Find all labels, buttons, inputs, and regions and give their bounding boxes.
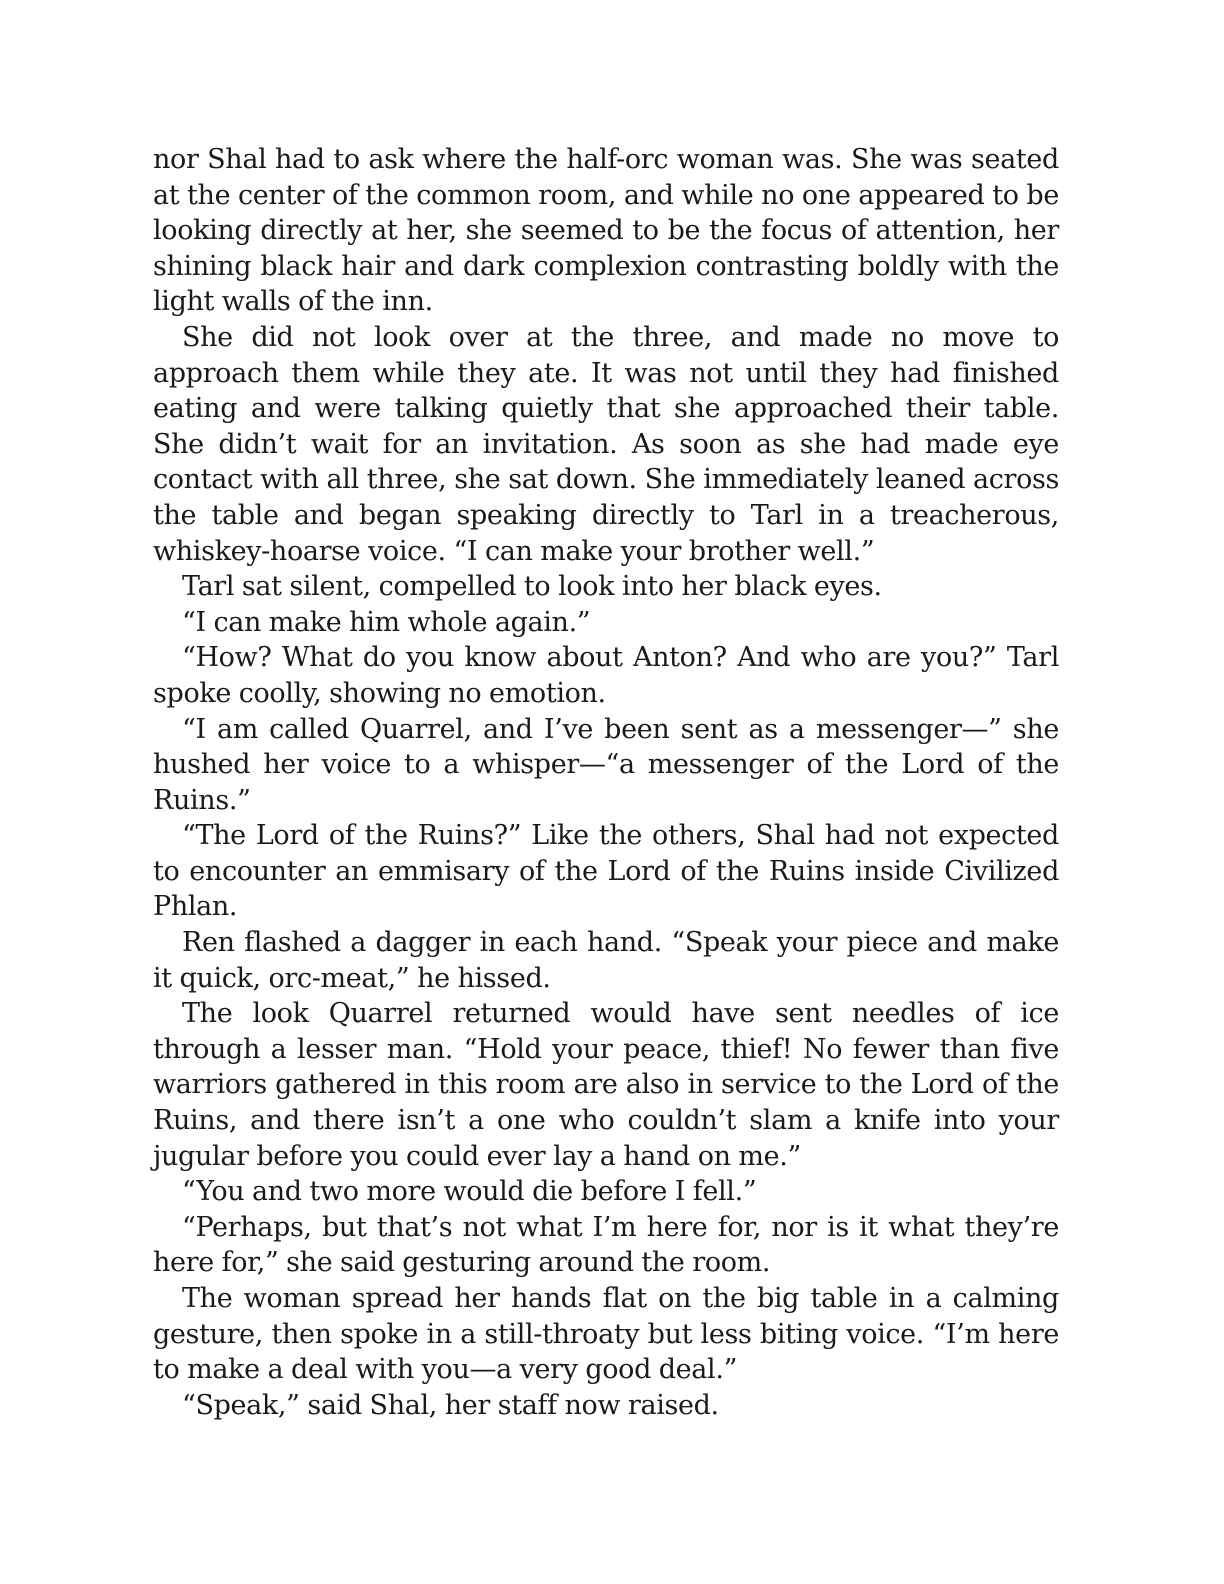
paragraph: nor Shal had to ask where the half-orc woman was. She was seated at the center of the common room, and while no one appeared to be looking directly at her, she seemed to be the focus of attention, her shining black hair and dark complexion contrasting boldly with the light walls of the inn. [153, 144, 1059, 318]
paragraph: The woman spread her hands flat on the big table in a calming gesture, then spoke in a still-throaty but less biting voice. “I’m here to make a deal with you—a very good deal.” [153, 1283, 1059, 1386]
paragraph: Tarl sat silent, compelled to look into her black eyes. [182, 571, 882, 603]
paragraph: “Perhaps, but that’s not what I’m here for, nor is it what they’re here for,” she said gesturing around the room. [153, 1211, 1059, 1279]
paragraph: “I can make him whole again.” [182, 606, 591, 638]
paragraph: “Speak,” said Shal, her staff now raised. [182, 1389, 719, 1421]
paragraph: Ren flashed a dagger in each hand. “Speak your piece and make it quick, orc-meat,” he hissed. [153, 927, 1059, 994]
paragraph: She did not look over at the three, and made no move to approach them while they ate. It was not until they had finished eating and were talking quietly that she approached their table. She didn’t wait for an invitation. As soon as she had made eye contact with all three, she sat down. She immediately leaned across the table and began speaking directly to Tarl in a treacherous, whiskey-hoarse voice. “I can make your brother well.” [153, 321, 1059, 567]
paragraph: “I am called Quarrel, and I’ve been sent as a messenger—” she hushed her voice to a whisper—“a messenger of the Lord of the Ruins.” [153, 713, 1059, 816]
paragraph: The look Quarrel returned would have sent needles of ice through a lesser man. “Hold your peace, thief! No fewer than five warriors gathered in this room are also in service to the Lord of the Ruins, and there isn’t a one who couldn’t slam a knife into your jugular before you could ever lay a hand on me.” [153, 998, 1059, 1172]
paragraph: “You and two more would die before I fell.” [182, 1176, 757, 1208]
paragraph: “The Lord of the Ruins?” Like the others, Shal had not expected to encounter an emmisary of the Lord of the Ruins inside Civilized Phlan. [153, 820, 1059, 923]
paragraph: “How? What do you know about Anton? And who are you?” Tarl spoke coolly, showing no emotion. [153, 642, 1059, 709]
page-body [153, 142, 1059, 1423]
